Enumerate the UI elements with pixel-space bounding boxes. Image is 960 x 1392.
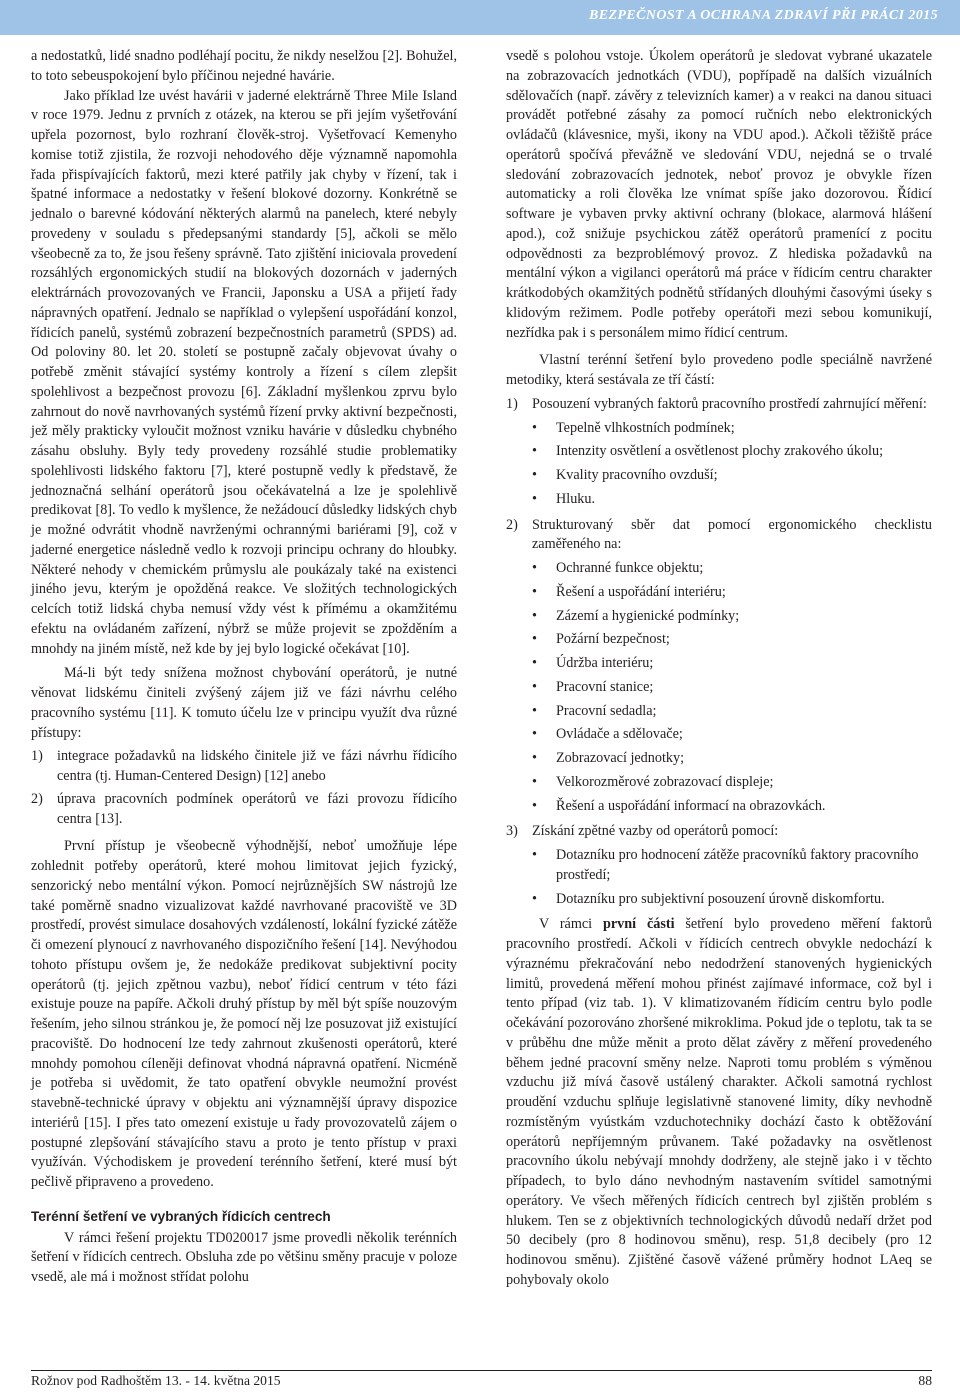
bullet-item: • Hluku. bbox=[506, 490, 932, 510]
list-number: 1) bbox=[506, 395, 518, 412]
paragraph-lead: V rámci bbox=[539, 916, 593, 933]
numbered-list bbox=[31, 747, 457, 829]
paragraph: Vlastní terénní šetření bylo provedeno podle speciálně navržené metodiky, která sestávala ze tří částí: bbox=[506, 352, 932, 388]
bullet-item: • Řešení a uspořádání informací na obrazovkách. bbox=[506, 797, 932, 817]
bullet-item: • Velkorozměrové zobrazovací displeje; bbox=[506, 773, 932, 793]
bullet-list bbox=[506, 419, 932, 510]
paragraph: První přístup je všeobecně výhodnější, neboť umožňuje lépe zohlednit potřeby operátorů, které mohou limitovat jejich fyzický, senzorický nebo mentální výkon. Pomocí nejrůznějších SW nástrojů lze také poměrně snadno vizualizovat každé navrhované pracoviště ve 3D prostředí, provést simulace dosahových vzdáleností, lokální fyzické zátěže či omezení plynoucí z navrhovaného dispozičního řešení [14]. Nevýhodou tohoto přístupu ovšem je, že nedokáže predikovat subjektivní pocity operátorů (tj. jejich zpětnou vazbu), neboť řídicí centrum v této fázi existuje pouze na papíře. Ačkoli druhý přístup by měl být spíše nouzovým řešením, jeho silnou stránkou je, že pomocí něj lze posuzovat již existující pracoviště. Do hodnocení lze tedy zahrnout zkušenosti operátorů, které mnohdy pomohou cíleněji definovat vhodná nápravná opatření. Nicméně je potřeba si uvědomit, že tato opatření obvykle neumožní provést stavebně-technické úpravy v objektu ani významnější úpravy dispozice interiérů [15]. I přes tato omezení existuje u řady provozovatelů zájem o postupné zlepšování stávajícího stavu a proto je tento přístup v praxi využíván. Východiskem je provedení terénního šetření, které musí být pečlivě připraveno a provedeno. bbox=[31, 838, 457, 1190]
right-column bbox=[506, 47, 932, 1291]
bullet-item: • Pracovní sedadla; bbox=[506, 702, 932, 722]
list-text: Strukturovaný sběr dat pomocí ergonomického checklistu zaměřeného na: bbox=[532, 516, 932, 553]
footer-conference: Rožnov pod Radhoštěm 13. - 14. května 2015 bbox=[31, 1373, 281, 1388]
list-text: integrace požadavků na lidského činitele již ve fázi návrhu řídicího centra (tj. Human-Centered Design) [12] anebo bbox=[57, 748, 457, 784]
list-item bbox=[506, 516, 932, 817]
bullet-item: • Dotazníku pro hodnocení zátěže pracovníků faktory pracovního prostředí; bbox=[506, 846, 932, 886]
bullet-item: • Zázemí a hygienické podmínky; bbox=[506, 607, 932, 627]
section-heading: Terénní šetření ve vybraných řídicích centrech bbox=[31, 1208, 331, 1224]
list-text: Posouzení vybraných faktorů pracovního prostředí zahrnující měření: bbox=[532, 395, 927, 412]
page-number: 88 bbox=[918, 1373, 932, 1388]
bullet-item: • Požární bezpečnost; bbox=[506, 630, 932, 650]
bullet-item: • Intenzity osvětlení a osvětlenost plochy zrakového úkolu; bbox=[506, 442, 932, 462]
list-item bbox=[506, 395, 932, 510]
bullet-item: • Pracovní stanice; bbox=[506, 678, 932, 698]
list-item bbox=[506, 822, 932, 909]
bullet-item: • Ovládače a sdělovače; bbox=[506, 725, 932, 745]
left-column bbox=[31, 47, 457, 1288]
list-text: Získání zpětné vazby od operátorů pomocí: bbox=[532, 823, 779, 840]
list-item bbox=[31, 747, 457, 787]
footer-divider bbox=[31, 1370, 932, 1371]
numbered-list bbox=[506, 395, 932, 910]
bullet-item: • Tepelně vlhkostních podmínek; bbox=[506, 419, 932, 439]
paragraph: V rámci řešení projektu TD020017 jsme provedli několik terénních šetření v řídicích centrech. Obsluha zde po většinu směny pracuje v poloze vsedě, ale má i možnost střídat polohu bbox=[31, 1229, 457, 1285]
bullet-item: • Ochranné funkce objektu; bbox=[506, 559, 932, 579]
paragraph: a nedostatků, lidé snadno podléhají pocitu, že nikdy neselžou [2]. Bohužel, to toto sebeuspokojení bylo příčinou nejedné havárie. bbox=[31, 48, 457, 84]
bullet-item: • Řešení a uspořádání interiéru; bbox=[506, 583, 932, 603]
journal-title: BEZPEČNOST A OCHRANA ZDRAVÍ PŘI PRÁCI 2015 bbox=[589, 8, 938, 23]
list-number: 1) bbox=[31, 748, 43, 765]
bullet-item: • Zobrazovací jednotky; bbox=[506, 749, 932, 769]
bullet-item: • Kvality pracovního ovzduší; bbox=[506, 466, 932, 486]
paragraph: Má-li být tedy snížena možnost chybování operátorů, je nutné věnovat lidskému činiteli zvýšený zájem již ve fázi návrhu celého pracovního systému [11]. K tomuto účelu lze v principu využít dva různé přístupy: bbox=[31, 665, 457, 741]
list-number: 2) bbox=[506, 516, 518, 533]
list-number: 2) bbox=[31, 790, 43, 807]
paragraph bbox=[506, 915, 932, 1290]
bullet-item: • Údržba interiéru; bbox=[506, 654, 932, 674]
bullet-list bbox=[506, 846, 932, 909]
bullet-list bbox=[506, 559, 932, 816]
bullet-item: • Dotazníku pro subjektivní posouzení úrovně diskomfortu. bbox=[506, 890, 932, 910]
paragraph-rest: šetření bylo provedeno měření faktorů pracovního prostředí. Ačkoli v řídicích centrech obvykle nedochází k výraznému překračování nebo nedodržení stanovených hygienických limitů, provedená měření mohou přinést zajímavé informace, což byl i tento případ (viz tab. 1). V klimatizovaném řídicím centru bylo podle očekávání pozorováno zhoršené mikroklima. Pokud jde o teplotu, tak ta se v průběhu dne může měnit a proto dělat závěry z měření provedeného během jedné pracovní směny nelze. Naproti tomu problém s výměnou vzduchu již mívá časově ustálený charakter. Ačkoli samotná rychlost proudění vzduchu splňuje legislativně stanovené limity, díky nevhodně rozmístěným vyústkám vzduchotechniky dochází často k obtěžování operátorů nepříjemným průvanem. Také požadavky na osvětlenost pracovního úkolu nebývají mnohdy dodrženy, ale stejně jako i v těchto případech, to bylo dáno nevhodným nastavením svítidel samotnými operátory. Ve všech měřených řídicích centrech byl zjištěn problém s hlukem. Ten se z objektivních technologických důvodů nedaří držet pod 50 decibely (pro 8 hodinovou směnu), resp. 51,8 decibely (pro 12 hodinovou směnu). Zjištěné časově vážené průměry hodnot LAeq se pohybovaly okolo bbox=[506, 916, 933, 1288]
list-item bbox=[31, 790, 457, 830]
list-number: 3) bbox=[506, 823, 518, 840]
paragraph: Jako příklad lze uvést havárii v jaderné elektrárně Three Mile Island v roce 1979. Jednu z prvních z otázek, na kterou se při jejím vyšetřování upřela pozornost, bylo rozhraní člověk-stroj. Vyšetřovací Kemenyho komise totiž zjistila, že rozvoji nehodového děje významně napomohla řada přispívajících faktorů, mezi které patřily jak chyby v řízení, tak i špatné informace a nedostatky v řešení blokové dozorny. Konkrétně se jednalo o barevné kódování některých alarmů na panelech, které nebyly provedeny v souladu s předepsanými standardy [5], ačkoli se mělo všeobecně za to, že jsou řešeny správně. Tato zjištění iniciovala provedení rozsáhlých ergonomických studií na blokových dozornách v jaderných elektrárnách provozovaných ve Francii, Japonsku a USA a přijetí řady nápravných opatření. Jednalo se například o vylepšení uspořádání konzol, řídicích panelů, systémů zobrazení bezpečnostních parametrů (SPDS) ad. Od poloviny 80. let 20. století se postupně začaly objevovat úvahy o potřebě změnit stávající systémy kontroly a řízení s cílem zlepšit spolehlivost a bezpečnost provozu [6]. Základní myšlenkou zprvu bylo zahrnout do nově navrhovaných systémů řízení prvky aktivní bezpečnosti, jež měly prakticky vyloučit možnost vzniku havárie v důsledku chybného zásahu obsluhy. Byly tedy provedeny rozsáhlé studie problematiky spolehlivosti lidského faktoru [7], které postupně vedly k představě, že jednoznačná selhání operátorů jsou očekávatelná a lze je spolehlivě predikovat [8]. To vedlo k myšlence, že nežádoucí důsledky lidských chyb je možné odvrátit vhodně navrženými ochrannými bariérami [9], což v jaderné energetice následně vedlo k rozvoji principu ochrany do hloubky. Některé nehody v chemickém průmyslu ale poukázaly také na existenci jiného jevu, kterým je opožděná reakce. Ve složitých technologických celcích totiž lidská chyba nemusí vždy vést k přímému a okamžitému efektu na ovládaném zařízení, nýbrž se může projevit se zpožděním a mnohdy na jiném místě, než kde by jej bylo logické očekávat [10]. bbox=[31, 87, 457, 657]
header-bar bbox=[0, 0, 960, 35]
list-text: úprava pracovních podmínek operátorů ve fázi provozu řídicího centra [13]. bbox=[57, 790, 457, 827]
paragraph: vsedě s polohou vstoje. Úkolem operátorů je sledovat vybrané ukazatele na zobrazovacích jednotkách (VDU), popřípadě na dalších vizuálních sdělovačích (např. závěry z televizních kamer) a v reakci na danou situaci provádět potřebné zásahy za pomocí ručních nebo elektronických ovládačů (klávesnice, myši, ikony na VDU apod.). Ačkoli těžiště práce operátorů spočívá převážně ve sledování VDU, nejedná se o trvalé sledování zobrazovacích jednotek, neboť provoz je obvykle řízen automaticky a roli člověka lze vnímat spíše jako dozorovou. Řídicí software je vybaven prvky aktivní ochrany (blokace, alarmová hlášení apod.), což snižuje psychickou zátěž operátorů pramenící z pocitu odpovědnosti za bezproblémový provoz. Z hlediska požadavků na mentální výkon a vigilanci operátorů má práce v řídicím centru charakter krátkodobých okamžitých podnětů střídaných dlouhými časovými úseky s klidovým režimem. Podle potřeby operátoři mezi sebou komunikují, nezřídka pak i s personálem mimo řídicí centrum. bbox=[506, 48, 932, 341]
bold-term: první části bbox=[602, 916, 675, 933]
